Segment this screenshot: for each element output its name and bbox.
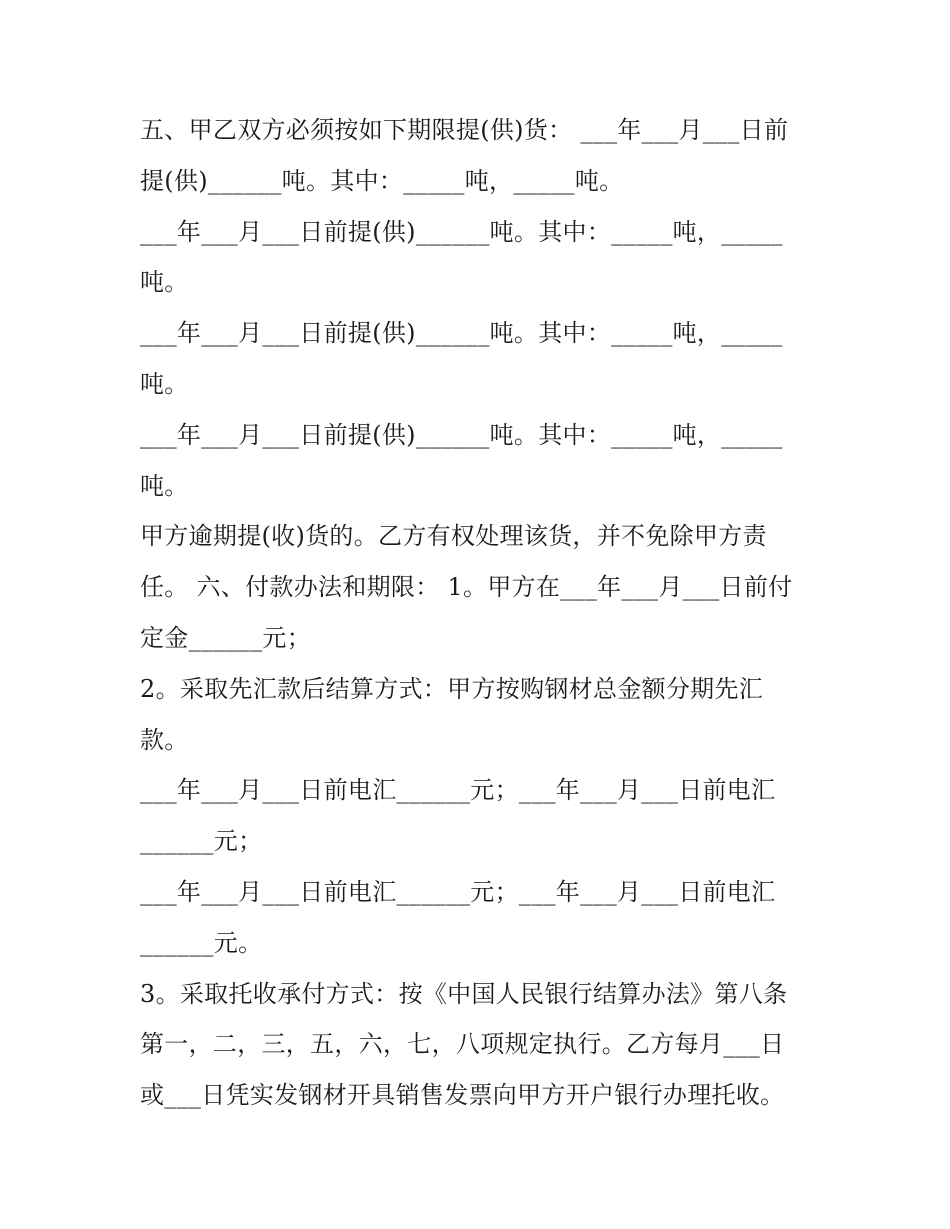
document-body (140, 105, 810, 1121)
text-line: 定金______元； (140, 623, 311, 652)
text-line: 3。采取托收承付方式：按《中国人民银行结算办法》第八条 (140, 979, 788, 1008)
text-line: 甲方逾期提(收)货的。乙方有权处理该货，并不免除甲方责 (140, 522, 767, 551)
text-line: ___年___月___日前提(供)______吨。其中：_____吨，_____ (140, 217, 783, 246)
text-line: 吨。 (140, 268, 189, 297)
text-line: ___年___月___日前提(供)______吨。其中：_____吨，_____ (140, 319, 783, 348)
text-line: ______元； (140, 827, 263, 856)
text-line: 或___日凭实发钢材开具销售发票向甲方开户银行办理托收。 (140, 1081, 785, 1110)
text-line: ___年___月___日前电汇______元；___年___月___日前电汇 (140, 877, 776, 906)
text-line: ______元。 (140, 928, 263, 957)
text-line: 2。采取先汇款后结算方式：甲方按购钢材总金额分期先汇 (140, 674, 764, 703)
text-line: ___年___月___日前提(供)______吨。其中：_____吨，_____ (140, 420, 783, 449)
text-line: ___年___月___日前电汇______元；___年___月___日前电汇 (140, 776, 776, 805)
text-line: 吨。 (140, 471, 189, 500)
text-line: 提(供)______吨。其中：_____吨，_____吨。 (140, 166, 624, 195)
text-line: 任。 六、付款办法和期限： 1。甲方在___年___月___日前付 (140, 573, 793, 602)
text-line: 第一，二，三，五，六，七，八项规定执行。乙方每月___日 (140, 1030, 785, 1059)
text-line: 吨。 (140, 369, 189, 398)
text-line: 五、甲乙双方必须按如下期限提(供)货： ___年___月___日前 (140, 116, 789, 144)
text-line: 款。 (140, 725, 189, 754)
